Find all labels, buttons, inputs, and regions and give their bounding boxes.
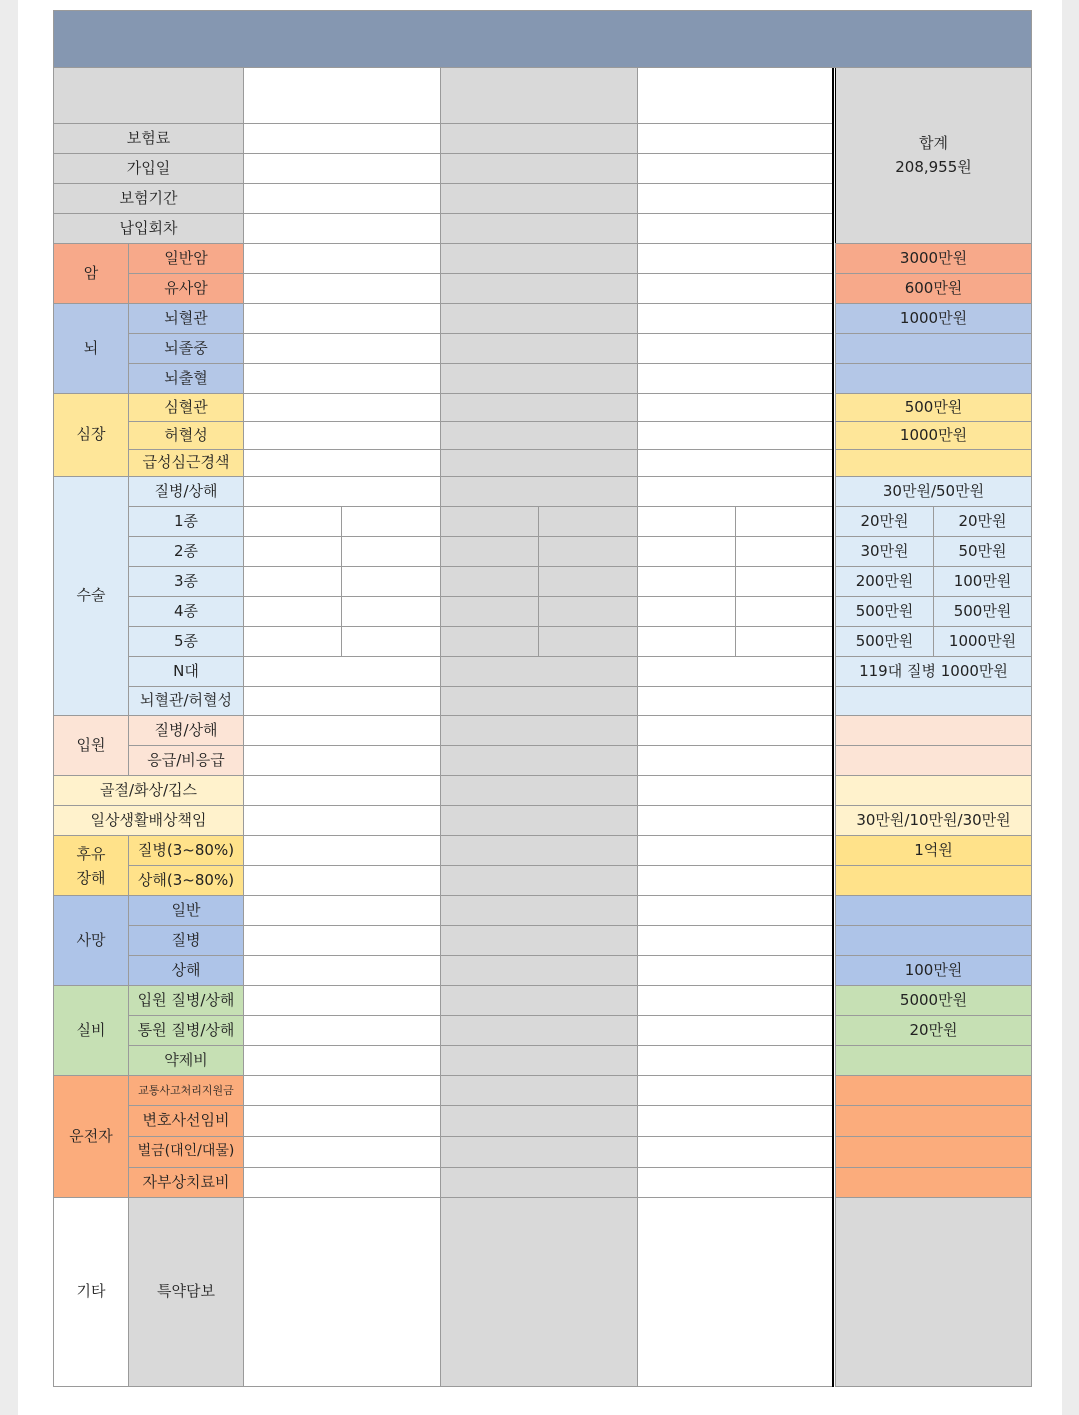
plan1-cell-34[interactable] [243,1136,441,1168]
label-heart-infarction: 급성심근경색 [128,449,244,477]
plan3-cell-14-0[interactable] [637,536,736,567]
label-fracture: 골절/화상/깁스 [53,775,244,806]
label-driver-accident: 교통사고처리지원금 [128,1075,244,1106]
plan1-cell-17-0[interactable] [243,626,342,657]
plan3-cell-1[interactable] [637,153,834,184]
plan2-cell-13-1[interactable] [538,506,638,537]
plan1-cell-12[interactable] [243,476,441,507]
plan2-cell-3[interactable] [440,213,638,244]
total-cell-14-1: 50만원 [933,536,1032,567]
total-cell-16-0: 500만원 [835,596,934,627]
plan3-cell-9[interactable] [637,393,834,422]
plan1-cell-21[interactable] [243,745,441,776]
total-cell-29: 5000만원 [835,985,1032,1016]
label-driver-self: 자부상치료비 [128,1167,244,1198]
plan2-cell-19[interactable] [440,686,638,716]
plan3-cell-8[interactable] [637,363,834,394]
group-medical: 실비 [53,985,129,1076]
plan3-cell-25[interactable] [637,865,834,896]
plan3-cell-13-1[interactable] [735,506,834,537]
plan2-cell-0[interactable] [440,123,638,154]
plan2-cell-17-0[interactable] [440,626,539,657]
plan3-cell-35[interactable] [637,1167,834,1198]
plan3-cell-5[interactable] [637,273,834,304]
plan3-cell-15-1[interactable] [735,566,834,597]
label-hospital-disease: 질병/상해 [128,715,244,746]
total-cell-7 [835,333,1032,364]
total-cell-25 [835,865,1032,896]
total-cell-17-0: 500만원 [835,626,934,657]
plan3-cell-23[interactable] [637,805,834,836]
plan3-cell-26[interactable] [637,895,834,926]
total-cell-4: 3000만원 [835,243,1032,274]
plan3-cell-3[interactable] [637,213,834,244]
group-heart: 심장 [53,393,129,477]
label-cancer-general: 일반암 [128,243,244,274]
plan2-cell-12[interactable] [440,476,638,507]
total-cell-16-1: 500만원 [933,596,1032,627]
plan2-cell-14-1[interactable] [538,536,638,567]
label-brain-stroke: 뇌졸중 [128,333,244,364]
total-label: 합계 [919,134,948,153]
total-cell-26 [835,895,1032,926]
label-heart-vascular: 심혈관 [128,393,244,422]
plan2-cell-7[interactable] [440,333,638,364]
total-cell-13-1: 20만원 [933,506,1032,537]
total-cell-15-1: 100만원 [933,566,1032,597]
plan3-cell-10[interactable] [637,421,834,450]
plan1-cell-15-0[interactable] [243,566,342,597]
label-surgery-brain-heart: 뇌혈관/허혈성 [128,686,244,716]
label-surgery-3: 3종 [128,566,244,597]
plan2-cell-27[interactable] [440,925,638,956]
plan2-cell-23[interactable] [440,805,638,836]
total-cell-23: 30만원/10만원/30만원 [835,805,1032,836]
plan3-cell-15-0[interactable] [637,566,736,597]
plan1-cell-33[interactable] [243,1105,441,1137]
plan3-cell-18[interactable] [637,656,834,687]
total-cell-6: 1000만원 [835,303,1032,334]
plan3-cell-17-0[interactable] [637,626,736,657]
plan1-cell-16-0[interactable] [243,596,342,627]
total-cell-30: 20만원 [835,1015,1032,1046]
plan1-cell-23[interactable] [243,805,441,836]
plan2-cell-6[interactable] [440,303,638,334]
total-cell-28: 100만원 [835,955,1032,986]
total-cell-15-0: 200만원 [835,566,934,597]
plan1-cell-5[interactable] [243,273,441,304]
label-disability-disease: 질병(3~80%) [128,835,244,866]
total-cell-24: 1억원 [835,835,1032,866]
plan1-cell-18[interactable] [243,656,441,687]
group-driver: 운전자 [53,1075,129,1198]
plan1-cell-3[interactable] [243,213,441,244]
plan1-cell-4[interactable] [243,243,441,274]
plan2-cell-15-1[interactable] [538,566,638,597]
plan3-cell-20[interactable] [637,715,834,746]
corner-cell [53,67,244,124]
plan2-cell-20[interactable] [440,715,638,746]
label-premium: 보험료 [53,123,244,154]
total-cell-9: 500만원 [835,393,1032,422]
plan1-cell-13-1[interactable] [341,506,441,537]
label-death-injury: 상해 [128,955,244,986]
label-surgery-1: 1종 [128,506,244,537]
plan3-cell-16-0[interactable] [637,596,736,627]
plan3-cell-36[interactable] [637,1197,834,1387]
label-driver-fine: 벌금(대인/대물) [128,1136,244,1168]
plan2-cell-24[interactable] [440,835,638,866]
label-heart-ischemic: 허혈성 [128,421,244,450]
total-cell-31 [835,1045,1032,1076]
plan1-cell-32[interactable] [243,1075,441,1106]
plan1-cell-30[interactable] [243,1015,441,1046]
plan1-cell-31[interactable] [243,1045,441,1076]
group-disability [53,835,129,896]
plan3-cell-34[interactable] [637,1136,834,1168]
plan2-cell-28[interactable] [440,955,638,986]
plan2-cell-35[interactable] [440,1167,638,1198]
plan3-cell-22[interactable] [637,775,834,806]
total-cell-21 [835,745,1032,776]
label-medical-outpatient: 통원 질병/상해 [128,1015,244,1046]
plan3-cell-31[interactable] [637,1045,834,1076]
plan3-cell-13-0[interactable] [637,506,736,537]
total-value: 208,955원 [895,157,972,176]
plan1-cell-10[interactable] [243,421,441,450]
plan2-cell-25[interactable] [440,865,638,896]
label-death-disease: 질병 [128,925,244,956]
plan3-cell-30[interactable] [637,1015,834,1046]
label-cancer-similar: 유사암 [128,273,244,304]
plan1-cell-24[interactable] [243,835,441,866]
group-disability-line1: 후유 [76,844,106,863]
plan2-cell-18[interactable] [440,656,638,687]
plan1-cell-14-0[interactable] [243,536,342,567]
plan2-cell-17-1[interactable] [538,626,638,657]
plan2-cell-16-0[interactable] [440,596,539,627]
plan2-cell-33[interactable] [440,1105,638,1137]
total-cell-34 [835,1136,1032,1168]
plan1-cell-1[interactable] [243,153,441,184]
total-cell-36 [835,1197,1032,1387]
title-bar [53,10,1032,68]
plan1-cell-22[interactable] [243,775,441,806]
group-etc: 기타 [53,1197,129,1387]
plan2-cell-10[interactable] [440,421,638,450]
label-medical-drug: 약제비 [128,1045,244,1076]
label-surgery-5: 5종 [128,626,244,657]
plan1-cell-0[interactable] [243,123,441,154]
plan1-cell-19[interactable] [243,686,441,716]
plan2-cell-34[interactable] [440,1136,638,1168]
plan1-cell-14-1[interactable] [341,536,441,567]
plan1-cell-15-1[interactable] [341,566,441,597]
plan2-cell-14-0[interactable] [440,536,539,567]
plan2-cell-9[interactable] [440,393,638,422]
plan3-cell-32[interactable] [637,1075,834,1106]
plan1-cell-29[interactable] [243,985,441,1016]
plan1-cell-17-1[interactable] [341,626,441,657]
label-hospital-emergency: 응급/비응급 [128,745,244,776]
plan1-cell-6[interactable] [243,303,441,334]
total-cell-17-1: 1000만원 [933,626,1032,657]
plan2-cell-31[interactable] [440,1045,638,1076]
group-death: 사망 [53,895,129,986]
plan1-cell-28[interactable] [243,955,441,986]
label-surgery-n: N대 [128,656,244,687]
total-cell-14-0: 30만원 [835,536,934,567]
plan2-cell-4[interactable] [440,243,638,274]
plan3-cell-27[interactable] [637,925,834,956]
total-cell-22 [835,775,1032,806]
plan2-cell-13-0[interactable] [440,506,539,537]
total-cell-27 [835,925,1032,956]
plan3-cell-12[interactable] [637,476,834,507]
plan3-cell-6[interactable] [637,303,834,334]
plan2-cell-8[interactable] [440,363,638,394]
group-surgery: 수술 [53,476,129,716]
total-cell-18: 119대 질병 1000만원 [835,656,1032,687]
label-brain-vascular: 뇌혈관 [128,303,244,334]
plan2-cell-5[interactable] [440,273,638,304]
total-cell-5: 600만원 [835,273,1032,304]
label-surgery-4: 4종 [128,596,244,627]
plan1-cell-25[interactable] [243,865,441,896]
plan2-cell-32[interactable] [440,1075,638,1106]
label-driver-lawyer: 변호사선임비 [128,1105,244,1137]
plan3-cell-4[interactable] [637,243,834,274]
plan1-cell-16-1[interactable] [341,596,441,627]
plan1-cell-11[interactable] [243,449,441,477]
total-summary [835,67,1032,244]
plan2-cell-29[interactable] [440,985,638,1016]
total-cell-32 [835,1075,1032,1106]
label-brain-hemorrhage: 뇌출혈 [128,363,244,394]
group-cancer: 암 [53,243,129,304]
plan2-cell-22[interactable] [440,775,638,806]
plan3-cell-19[interactable] [637,686,834,716]
group-brain: 뇌 [53,303,129,394]
plan1-cell-27[interactable] [243,925,441,956]
plan1-cell-36[interactable] [243,1197,441,1387]
plan3-cell-33[interactable] [637,1105,834,1137]
plan3-header[interactable] [637,67,834,124]
label-surgery-2: 2종 [128,536,244,567]
plan3-cell-29[interactable] [637,985,834,1016]
plan3-cell-14-1[interactable] [735,536,834,567]
plan2-cell-16-1[interactable] [538,596,638,627]
plan1-cell-13-0[interactable] [243,506,342,537]
plan3-cell-11[interactable] [637,449,834,477]
label-join-date: 가입일 [53,153,244,184]
plan3-cell-24[interactable] [637,835,834,866]
plan1-header[interactable] [243,67,441,124]
plan3-cell-28[interactable] [637,955,834,986]
total-cell-19 [835,686,1032,716]
label-disability-injury: 상해(3~80%) [128,865,244,896]
plan3-cell-17-1[interactable] [735,626,834,657]
label-medical-inpatient: 입원 질병/상해 [128,985,244,1016]
group-hospital: 입원 [53,715,129,776]
plan1-cell-20[interactable] [243,715,441,746]
group-disability-line2: 장해 [76,868,106,887]
plan2-cell-36[interactable] [440,1197,638,1387]
plan1-cell-9[interactable] [243,393,441,422]
label-payments: 납입회차 [53,213,244,244]
plan2-cell-21[interactable] [440,745,638,776]
total-cell-10: 1000만원 [835,421,1032,450]
plan2-cell-1[interactable] [440,153,638,184]
plan2-cell-30[interactable] [440,1015,638,1046]
plan3-cell-2[interactable] [637,183,834,214]
plan3-cell-16-1[interactable] [735,596,834,627]
plan2-cell-26[interactable] [440,895,638,926]
total-cell-33 [835,1105,1032,1137]
label-etc-special: 특약담보 [128,1197,244,1387]
plan1-cell-8[interactable] [243,363,441,394]
label-death-general: 일반 [128,895,244,926]
plan2-cell-11[interactable] [440,449,638,477]
label-surgery-disease: 질병/상해 [128,476,244,507]
plan1-cell-35[interactable] [243,1167,441,1198]
plan2-cell-2[interactable] [440,183,638,214]
plan1-cell-2[interactable] [243,183,441,214]
plan2-header[interactable] [440,67,638,124]
plan3-cell-7[interactable] [637,333,834,364]
plan2-cell-15-0[interactable] [440,566,539,597]
plan3-cell-0[interactable] [637,123,834,154]
label-liability: 일상생활배상책임 [53,805,244,836]
total-cell-12: 30만원/50만원 [835,476,1032,507]
plan3-cell-21[interactable] [637,745,834,776]
label-period: 보험기간 [53,183,244,214]
plan1-cell-7[interactable] [243,333,441,364]
total-cell-8 [835,363,1032,394]
plan1-cell-26[interactable] [243,895,441,926]
total-cell-11 [835,449,1032,477]
total-cell-35 [835,1167,1032,1198]
total-cell-13-0: 20만원 [835,506,934,537]
total-cell-20 [835,715,1032,746]
